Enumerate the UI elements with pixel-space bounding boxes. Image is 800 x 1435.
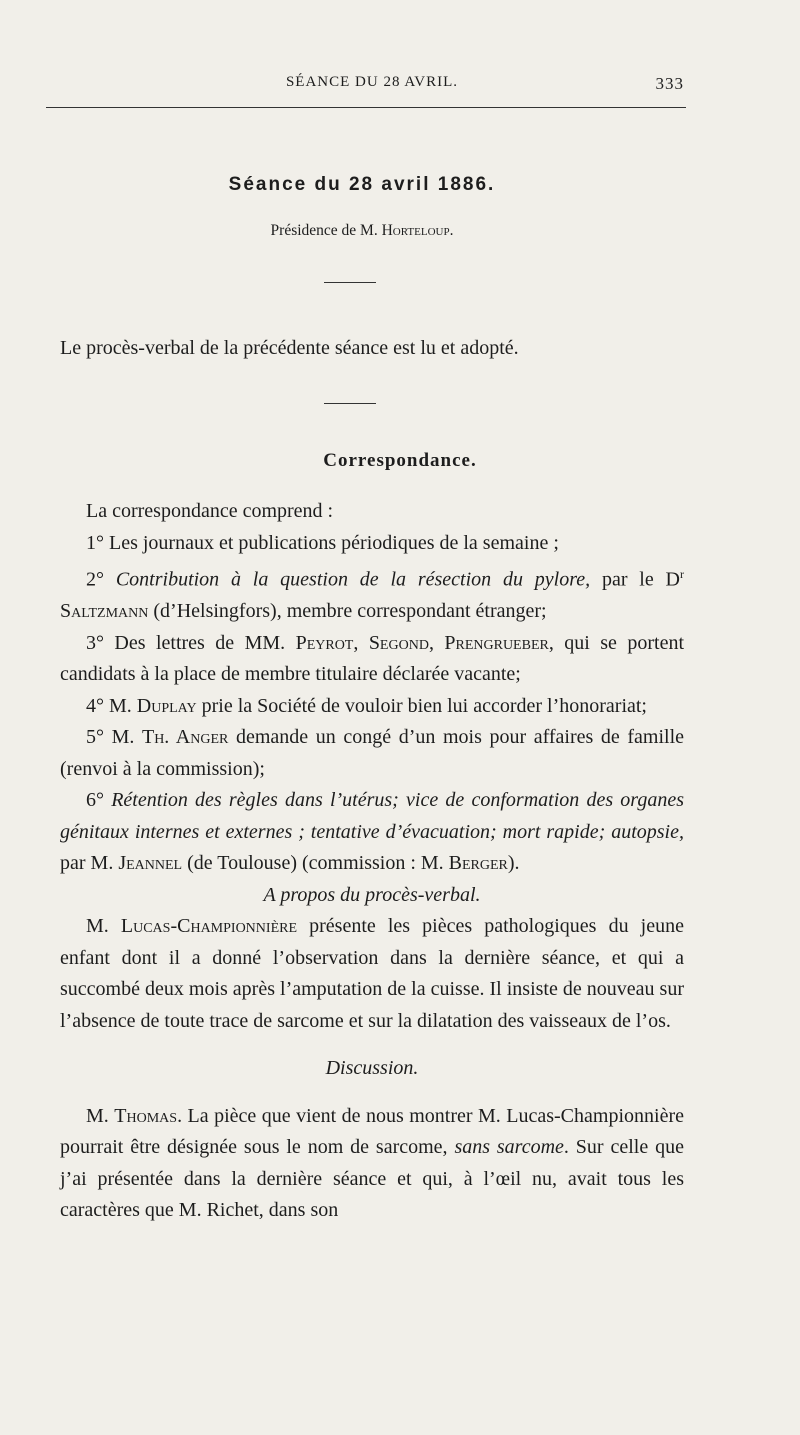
item-number: 6° xyxy=(86,789,112,812)
section-rule xyxy=(324,403,376,404)
proces-verbal-paragraph xyxy=(60,911,684,1037)
author-name: Prengrueber xyxy=(444,631,549,654)
item-by: par le D xyxy=(590,568,681,591)
para-prefix: M. xyxy=(86,1104,115,1127)
item-sup: r xyxy=(680,567,685,581)
main-text xyxy=(60,496,684,1227)
item-rest: prie la Société de vouloir bien lui accorder l’honorariat; xyxy=(196,694,647,717)
item-mid: (de Toulouse) (commission : M. xyxy=(182,852,449,875)
item-prefix: 4° M. xyxy=(86,694,137,717)
adoption-text: Le procès-verbal de la précédente séance est lu et adopté. xyxy=(60,337,519,359)
presidence-name: Horteloup xyxy=(381,222,450,239)
author-name: Saltzmann xyxy=(60,600,149,623)
adoption-paragraph xyxy=(60,333,684,365)
correspondance-heading: Correspondance. xyxy=(323,450,477,471)
page-number: 333 xyxy=(655,74,684,93)
item-end: ). xyxy=(507,852,520,875)
author-name: Duplay xyxy=(136,694,197,717)
correspondance-item-1: 1° Les journaux et publications périodiques de la semaine ; xyxy=(86,531,559,554)
presidence-prefix: Présidence de M. xyxy=(270,222,382,239)
author-name: Thomas xyxy=(114,1104,178,1127)
author-name: Segond xyxy=(368,631,429,654)
item-number: 2° xyxy=(86,568,116,591)
item-by: par M. xyxy=(60,852,119,875)
correspondance-item-2 xyxy=(60,559,684,628)
separator: , xyxy=(428,631,445,654)
correspondance-item-4 xyxy=(60,691,684,723)
spacer xyxy=(60,1037,684,1053)
discussion-heading: Discussion. xyxy=(325,1057,419,1080)
discussion-paragraph xyxy=(60,1101,684,1227)
para-prefix: M. xyxy=(86,915,121,938)
item-rest: , qui se portent candidats à la place de membre titulaire déclarée vacante; xyxy=(60,631,685,686)
proces-verbal-heading: A propos du procès-verbal. xyxy=(263,883,481,906)
presidence-suffix: . xyxy=(449,222,454,239)
header-rule xyxy=(46,107,686,108)
seance-title: Séance du 28 avril 1886. xyxy=(228,174,496,195)
running-header xyxy=(60,74,684,98)
para-rest: . Sur celle que j’ai présentée dans la dernière séance et qui, à l’œil nu, avait tous les caractères que M. Richet, dans son xyxy=(60,1136,684,1222)
item-title: Rétention des règles dans l’utérus; vice de conformation des organes génitaux internes et externes ; tentative d’évacuation; mort rapide; autopsie, xyxy=(60,789,684,843)
correspondance-item-3 xyxy=(60,628,684,691)
author-name: Berger xyxy=(448,852,508,875)
correspondance-item-6 xyxy=(60,785,684,880)
author-name: Jeannel xyxy=(118,852,183,875)
author-name: Th. Anger xyxy=(141,726,229,749)
item-rest: demande un congé d’un mois pour affaires de famille (renvoi à la commission); xyxy=(60,726,685,780)
para-rest: présente les pièces pathologiques du jeune enfant dont il a donné l’observation dans la dernière séance, et qui a succombé deux mois après l’amputation de la cuisse. Il insiste de nouveau sur l’absence de toute trace de sarcome et sur la dilatation des vaisseaux de l’os. xyxy=(60,915,684,1032)
author-name: Lucas-Championnière xyxy=(120,915,298,938)
spacer xyxy=(60,1085,684,1101)
presidence-line xyxy=(0,222,724,240)
correspondance-intro: La correspondance comprend : xyxy=(86,500,334,522)
para-rest: . La pièce que vient de nous montrer M. Lucas-Championnière pourrait être désignée sous le nom de sarcome, xyxy=(60,1104,684,1159)
item-prefix: 5° M. xyxy=(86,726,142,749)
item-rest: (d’Helsingfors), membre correspondant étranger; xyxy=(148,600,547,623)
item-title: Contribution à la question de la résection du pylore, xyxy=(115,568,591,591)
section-rule xyxy=(324,282,376,283)
correspondance-item-5 xyxy=(60,722,684,785)
separator: , xyxy=(353,631,369,654)
author-name: Peyrot xyxy=(295,631,354,654)
para-italic: sans sarcome xyxy=(454,1136,564,1159)
item-prefix: 3° Des lettres de MM. xyxy=(86,631,296,654)
running-title: SÉANCE DU 28 AVRIL. xyxy=(285,74,459,90)
